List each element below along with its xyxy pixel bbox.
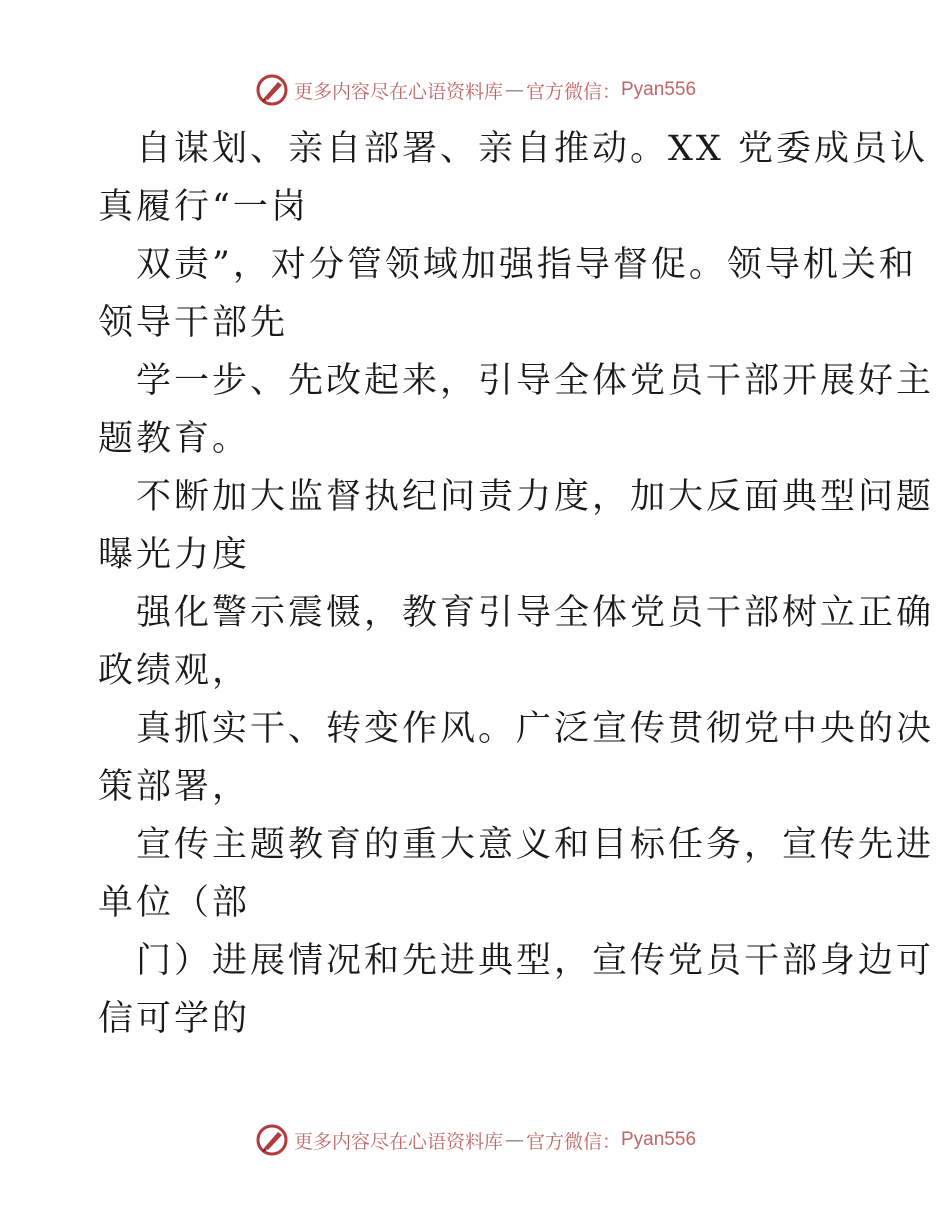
watermark-text: 更多内容尽在心语资料库 bbox=[293, 1130, 503, 1153]
paragraph-line: 曝光力度 bbox=[98, 535, 251, 575]
paragraph-line: 学一步、先改起来，引导全体党员干部开展好主 bbox=[136, 361, 935, 401]
paragraph-line: 领导干部先 bbox=[98, 303, 289, 343]
paragraph-line: 策部署， bbox=[98, 767, 251, 807]
paragraph-line: 信可学的 bbox=[98, 999, 251, 1039]
watermark-separator: — bbox=[504, 1129, 524, 1151]
paragraph-line: 双责”，对分管领域加强指导督促。领导机关和 bbox=[136, 245, 917, 285]
paragraph-line: 门）进展情况和先进典型，宣传党员干部身边可 bbox=[136, 941, 935, 981]
paragraph-5 bbox=[98, 584, 935, 700]
paragraph-line: 真履行“一岗 bbox=[98, 187, 309, 227]
paragraph-line: 单位（部 bbox=[98, 883, 251, 923]
watermark-separator: — bbox=[504, 79, 524, 101]
paragraph-1 bbox=[98, 120, 928, 236]
watermark-label: 官方微信： bbox=[525, 80, 621, 103]
paragraph-line: 自谋划、亲自部署、亲自推动。XX 党委成员认 bbox=[136, 129, 928, 169]
watermark-label: 官方微信： bbox=[525, 1130, 621, 1153]
paragraph-2 bbox=[98, 236, 917, 352]
paragraph-6 bbox=[98, 700, 935, 816]
watermark-id: Pyan556 bbox=[621, 79, 697, 100]
paragraph-line: 政绩观， bbox=[98, 651, 251, 691]
paragraph-7 bbox=[98, 816, 935, 932]
pen-logo-icon bbox=[254, 1122, 290, 1158]
watermark-id: Pyan556 bbox=[621, 1129, 697, 1150]
paragraph-3 bbox=[98, 352, 935, 468]
watermark-text: 更多内容尽在心语资料库 bbox=[293, 80, 503, 103]
document-body bbox=[98, 120, 935, 1048]
footer-watermark bbox=[0, 1120, 950, 1160]
paragraph-line: 宣传主题教育的重大意义和目标任务，宣传先进 bbox=[136, 825, 935, 865]
paragraph-line: 题教育。 bbox=[98, 419, 251, 459]
paragraph-8 bbox=[98, 932, 935, 1048]
pen-logo-icon bbox=[254, 72, 290, 108]
paragraph-line: 真抓实干、转变作风。广泛宣传贯彻党中央的决 bbox=[136, 709, 935, 749]
paragraph-line: 强化警示震慑，教育引导全体党员干部树立正确 bbox=[136, 593, 935, 633]
paragraph-4 bbox=[98, 468, 935, 584]
paragraph-line: 不断加大监督执纪问责力度，加大反面典型问题 bbox=[136, 477, 935, 517]
header-watermark bbox=[0, 70, 950, 110]
